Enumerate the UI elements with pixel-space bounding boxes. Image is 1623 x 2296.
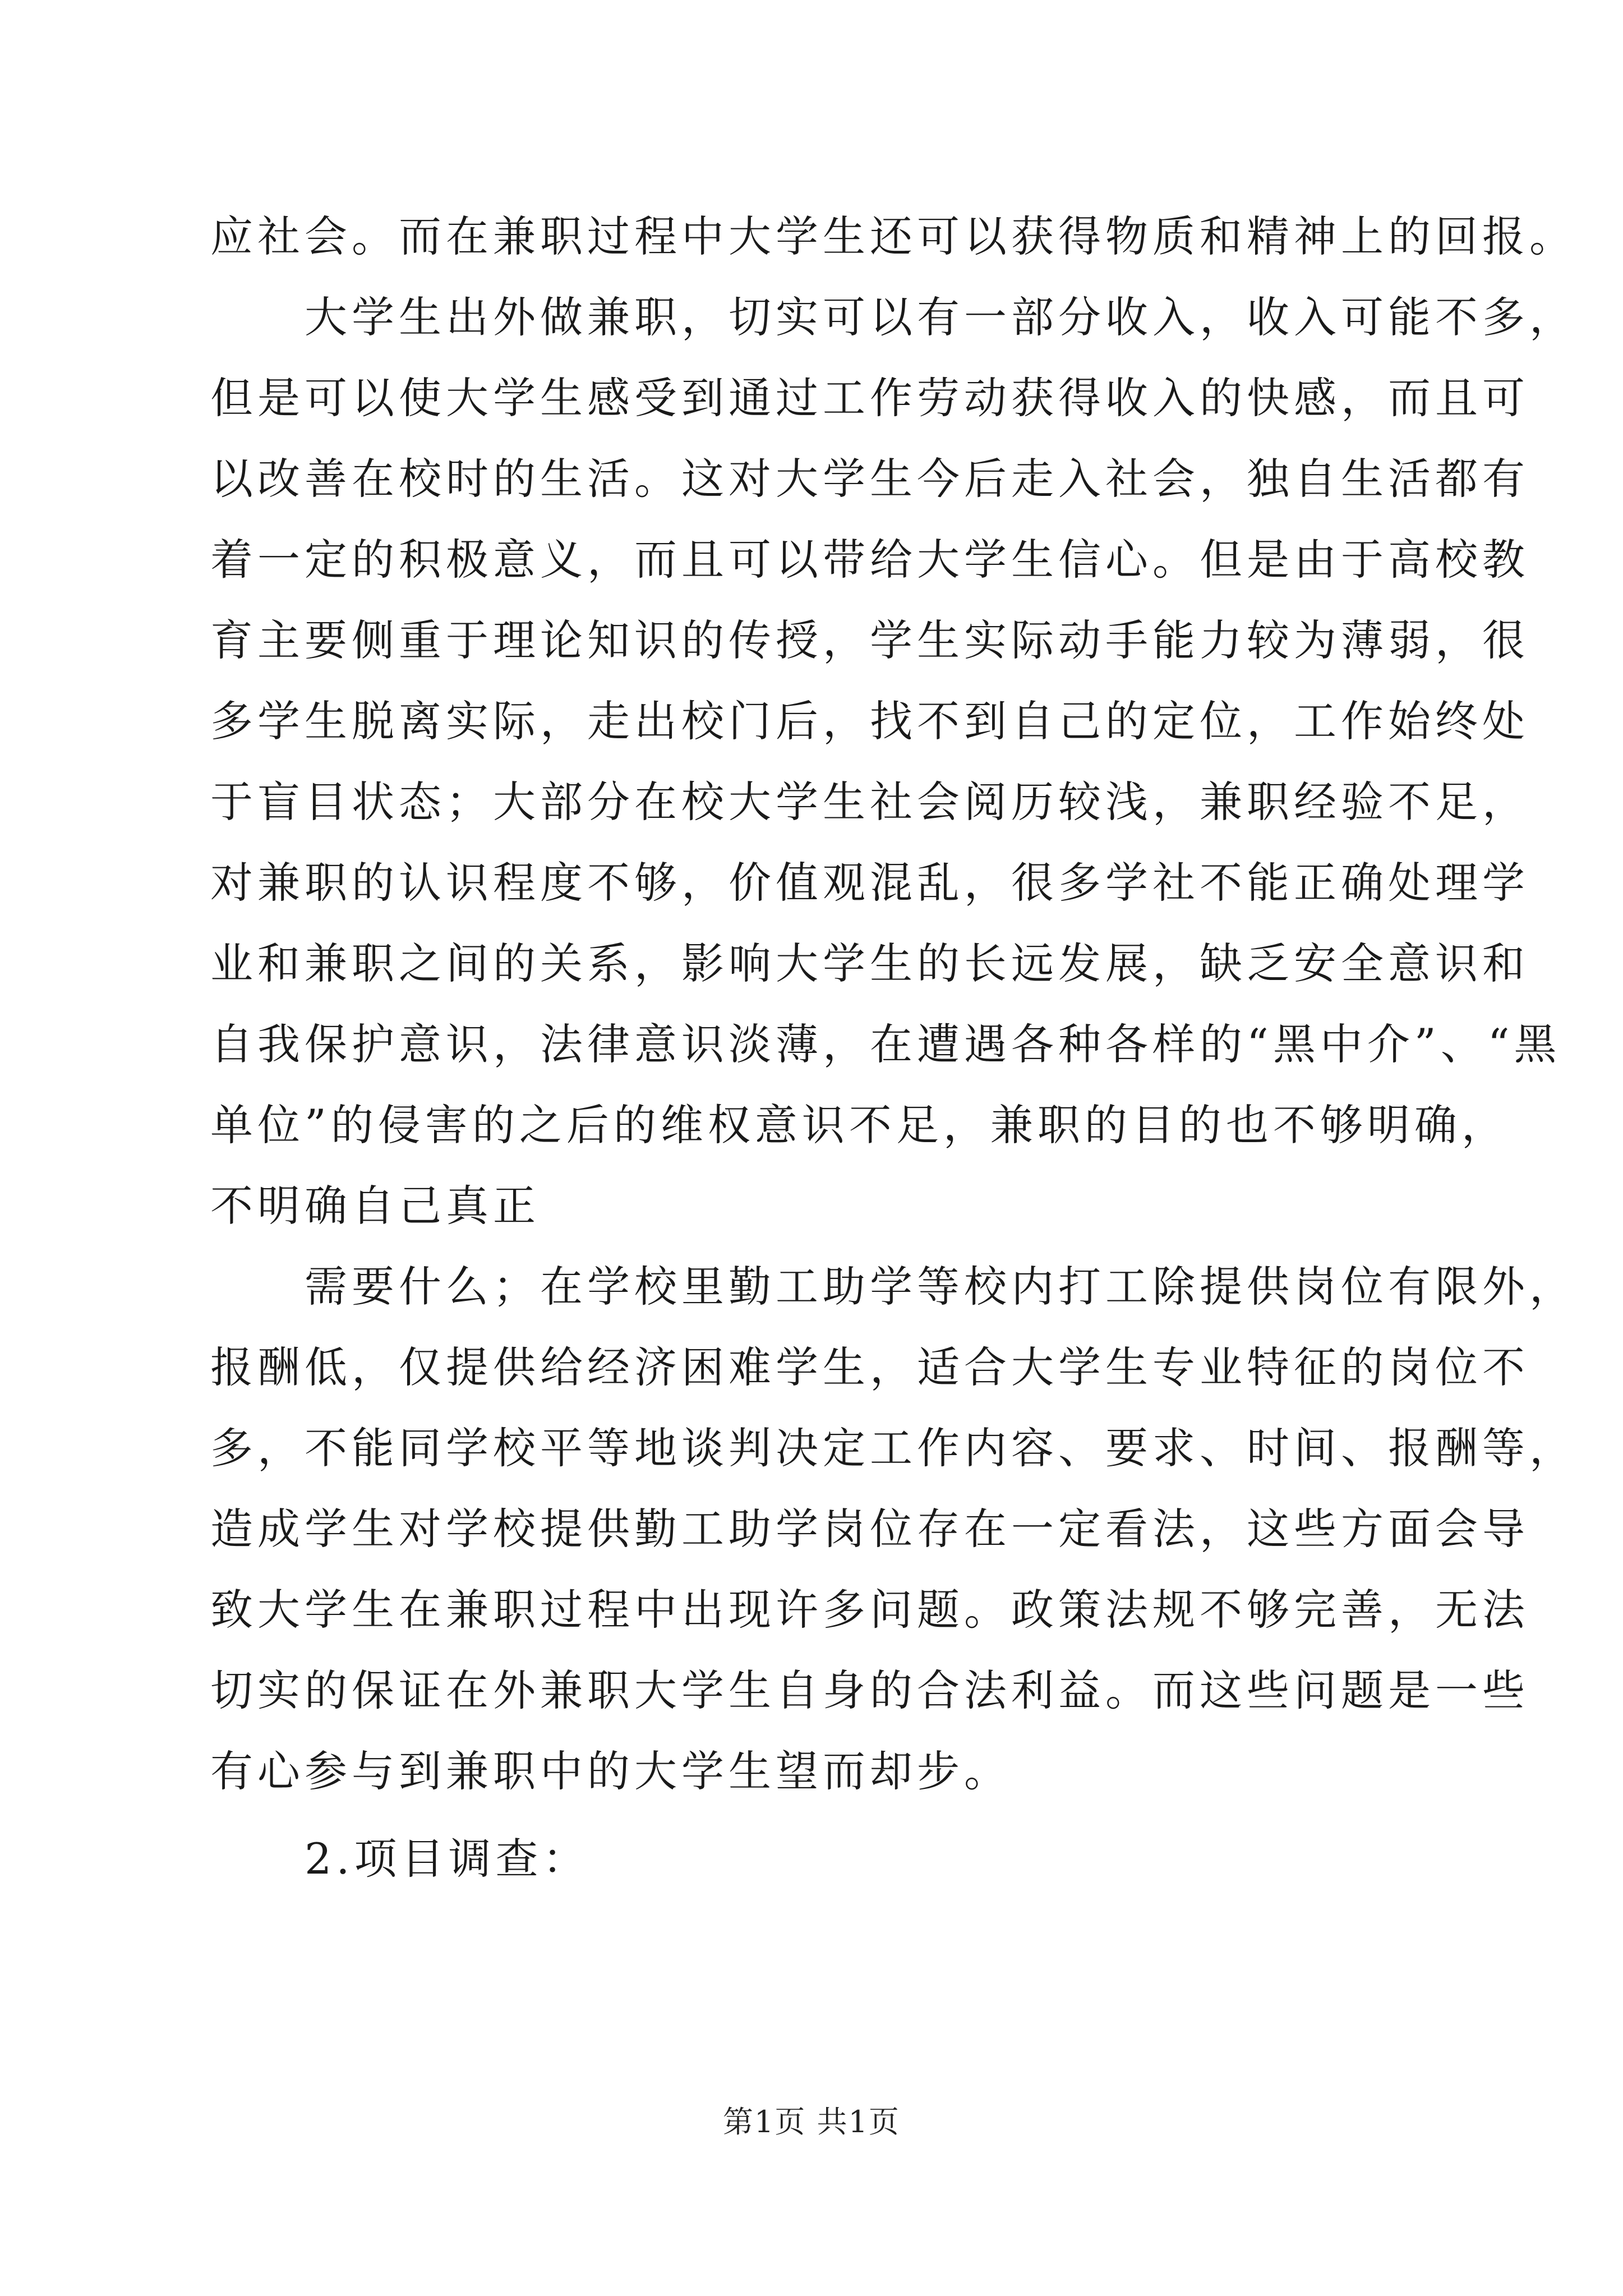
text-line: 大学生出外做兼职，切实可以有一部分收入，收入可能不多， [305,292,1576,342]
text-line: 多学生脱离实际，走出校门后，找不到自己的定位，工作始终处 [210,696,1529,746]
text-line: 多，不能同学校平等地谈判决定工作内容、要求、时间、报酬等， [210,1423,1576,1473]
page-footer [0,2098,1623,2141]
text-line: 切实的保证在外兼职大学生自身的合法利益。而这些问题是一些 [210,1665,1529,1715]
section-heading: 2.项目调查： [305,1834,590,1884]
text-line: 有心参与到兼职中的大学生望而却步。 [210,1746,1011,1796]
text-line: 需要什么；在学校里勤工助学等校内打工除提供岗位有限外， [305,1262,1576,1312]
text-line: 以改善在校时的生活。这对大学生今后走入社会，独自生活都有 [210,454,1529,504]
text-line: 造成学生对学校提供勤工助学岗位存在一定看法，这些方面会导 [210,1504,1529,1554]
text-line: 单位”的侵害的之后的维权意识不足，兼职的目的也不够明确， [210,1100,1509,1150]
text-line: 但是可以使大学生感受到通过工作劳动获得收入的快感，而且可 [210,373,1529,423]
text-line: 着一定的积极意义，而且可以带给大学生信心。但是由于高校教 [210,535,1529,585]
text-line: 业和兼职之间的关系，影响大学生的长远发展，缺乏安全意识和 [210,938,1529,988]
text-line: 育主要侧重于理论知识的传授，学生实际动手能力较为薄弱，很 [210,615,1529,665]
text-line: 致大学生在兼职过程中出现许多问题。政策法规不够完善，无法 [210,1585,1529,1635]
text-line: 于盲目状态；大部分在校大学生社会阅历较浅，兼职经验不足， [210,777,1529,827]
text-line: 对兼职的认识程度不够，价值观混乱，很多学社不能正确处理学 [210,858,1529,908]
body-text [210,196,1576,1899]
text-line: 应社会。而在兼职过程中大学生还可以获得物质和精神上的回报。 [210,211,1576,261]
text-line: 自我保护意识，法律意识淡薄，在遭遇各种各样的“黑中介”、“黑 [210,1019,1561,1069]
page-number: 第1页 共1页 [723,2104,900,2139]
text-line: 报酬低，仅提供给经济困难学生，适合大学生专业特征的岗位不 [210,1342,1529,1392]
text-line: 不明确自己真正 [210,1181,540,1231]
